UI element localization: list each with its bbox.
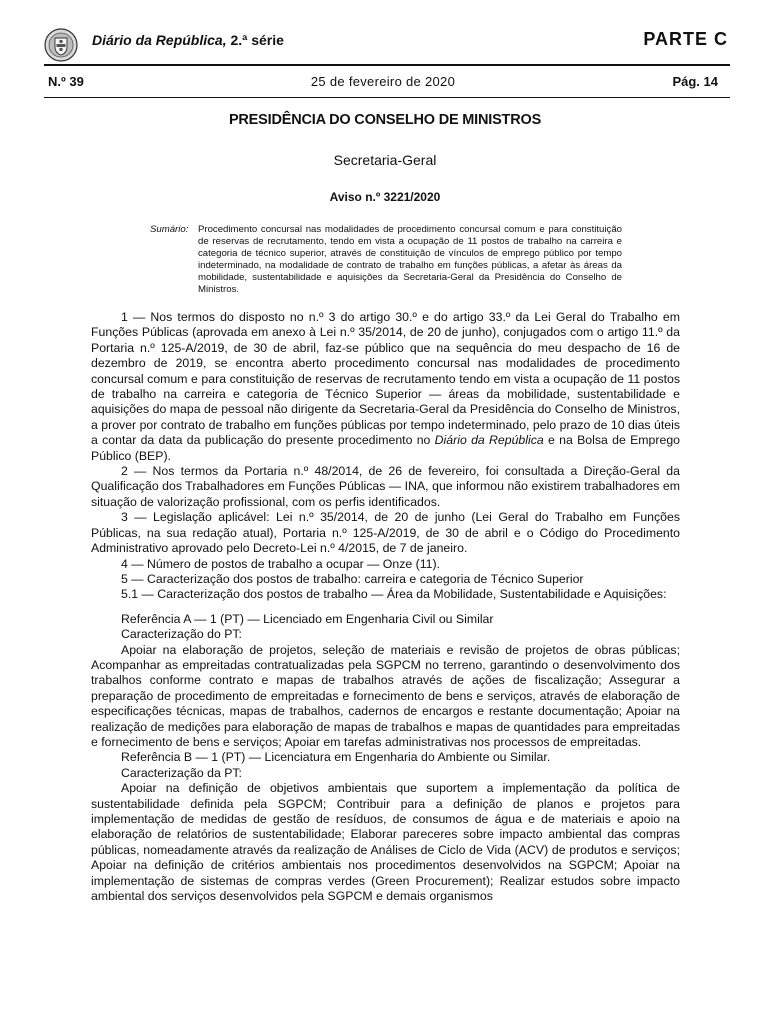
issue-meta [48,74,718,92]
journal-title [92,32,284,48]
reference-b-title: Referência B — 1 (PT) — Licenciatura em Engenharia do Ambiente ou Similar. [121,750,551,765]
paragraph-5-1: 5.1 — Caracterização dos postos de trabalho — Área da Mobilidade, Sustentabilidade e Aquisições: [121,587,667,602]
page-number: Pág. 14 [672,74,718,89]
masthead [44,26,730,62]
issue-date: 25 de fevereiro de 2020 [310,74,456,89]
issue-number: N.º 39 [48,74,84,89]
notice-number: Aviso n.º 3221/2020 [329,190,441,204]
coat-of-arms-icon [44,28,78,62]
summary-label: Sumário: [150,224,189,235]
notice-body [91,310,680,904]
reference-a-title: Referência A — 1 (PT) — Licenciado em Engenharia Civil ou Similar [121,611,494,626]
header-divider [44,64,730,66]
journal-name: Diário da República, [92,32,227,48]
paragraph-5: 5 — Caracterização dos postos de trabalho: carreira e categoria de Técnico Superior [121,571,584,586]
journal-reference: Diário da República [434,433,544,448]
paragraph-4: 4 — Número de postos de trabalho a ocupar — Onze (11). [121,556,440,571]
reference-a-text: Apoiar na elaboração de projetos, seleção de materiais e revisão de projetos de obras públicas; Acompanhar as empreitadas contratualizadas pela SGPCM no terreno, garantindo o desenvolvimento dos trabalhos conforme contrato e mapas de trabalhos através de ações de fiscalização; Assegurar a preparação de procedimento de empreitadas e fornecimento de bens e serviços, através de elaboração de especificações técnicas, mapas de trabalhos, cadernos de encargos e restante documentação; Apoiar na realização de medições para elaboração de mapas de trabalhos e mapas de quantidades para empreitadas e fornecimento de bens e serviços; Apoiar em tarefas administrativas nos processos de empreitadas. [91,642,680,749]
reference-a-characterization-label: Caracterização do PT: [121,627,242,642]
meta-divider [44,97,730,98]
reference-b-characterization-label: Caracterização da PT: [121,765,242,780]
reference-b-text: Apoiar na definição de objetivos ambientais que suportem a implementação da política de sustentabilidade definida pela SGPCM; Contribuir para a definição de planos e projetos para implementação de medidas de gestão de resíduos, de consumos de água e de materiais e apoio na elaboração de relatórios de sustentabilidade; Elaborar pareceres sobre impacto ambiental das compras públicas, nomeadamente através da realização de Análises de Ciclo de Vida (ACV) de produtos e serviços; Apoiar na definição de critérios ambientais nos procedimentos desenvolvidos na SGPCM; Apoiar na implementação de sistemas de compras verdes (Green Procurement); Realizar estudos sobre impacto ambiental dos serviços desenvolvidos pela SGPCM e demais organismos [91,781,680,904]
paragraph-1: 1 — Nos termos do disposto no n.º 3 do artigo 30.º e do artigo 33.º da Lei Geral do Trabalho em Funções Públicas (aprovada em anexo à Lei n.º 35/2014, de 20 de junho), conjugados com o artigo 11.º da Portaria n.º 125-A/2019, de 30 de abril, faz-se público que na sequência do meu despacho de 16 de dezembro de 2019, se encontra aberto procedimento concursal nas modalidades de procedimento concursal comum e para constituição de reservas de recrutamento tendo em vista a ocupação de 11 postos de trabalho na carreira e categoria de Técnico Superior — áreas da mobilidade, sustentabilidade e aquisições do mapa de pessoal não dirigente da Secretaria-Geral da Presidência do Conselho de Ministros, a prover por contrato de trabalho em funções públicas por tempo indeterminado, pelo prazo de 10 dias úteis a contar da data da publicação do presente procedimento no Diário da República e na Bolsa de Emprego Público (BEP). [91,310,681,463]
ministry-heading: PRESIDÊNCIA DO CONSELHO DE MINISTROS [228,112,542,128]
summary-text: Procedimento concursal nas modalidades de procedimento concursal comum e para constituição de reservas de recrutamento, tendo em vista a ocupação de 11 postos de trabalho na carreira e categoria de técnico superior, através de constituição de vínculos de emprego público por tempo indeterminado, na modalidade de contrato de trabalho em funções públicas, a afetar às áreas da mobilidade, sustentabilidade e aquisições da Secretaria-Geral da Presidência do Conselho de Ministros. [198,224,622,296]
department-heading: Secretaria-Geral [333,152,437,168]
part-label: PARTE C [643,29,728,49]
paragraph-3: 3 — Legislação aplicável: Lei n.º 35/2014, de 20 de junho (Lei Geral do Trabalho em Funções Públicas, na sua redação atual), Portaria n.º 125-A/2019, de 30 de abril e o Código do Procedimento Administrativo aprovado pelo Decreto-Lei n.º 4/2015, de 7 de janeiro. [91,510,680,556]
paragraph-2: 2 — Nos termos da Portaria n.º 48/2014, de 26 de fevereiro, foi consultada a Direção-Geral da Qualificação dos Trabalhadores em Funções Públicas — INA, que informou não existirem trabalhadores em situação de valorização profissional, com os perfis identificados. [91,464,680,509]
journal-series: 2.ª série [230,32,284,48]
